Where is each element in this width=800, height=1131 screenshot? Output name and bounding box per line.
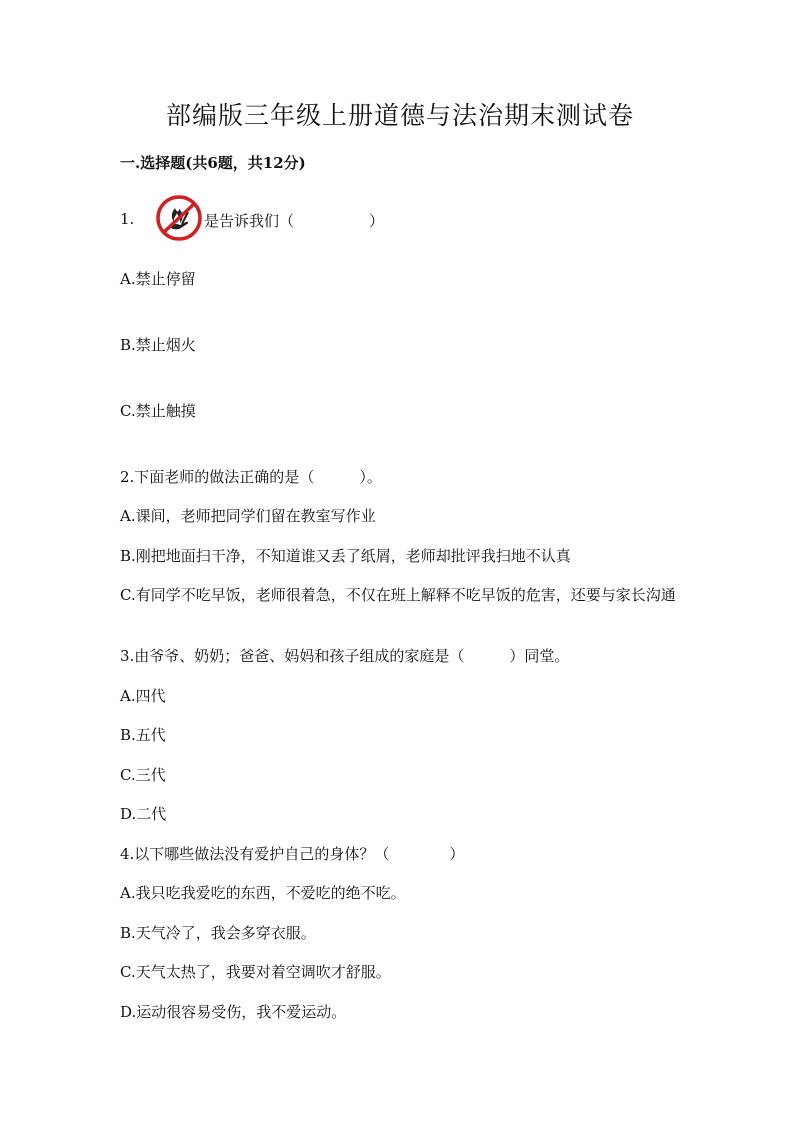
question-4-text: 4.以下哪些做法没有爱护自己的身体？（ ） — [120, 845, 465, 863]
question-3-text: 3.由爷爷、奶奶；爸爸、妈妈和孩子组成的家庭是（ ）同堂。 — [120, 647, 570, 665]
question-1-option-c: C.禁止触摸 — [120, 402, 196, 420]
question-4-option-c: C.天气太热了，我要对着空调吹才舒服。 — [120, 963, 391, 981]
question-4-option-d: D.运动很容易受伤，我不爱运动。 — [120, 1003, 347, 1021]
question-4-option-b: B.天气冷了，我会多穿衣服。 — [120, 924, 316, 942]
question-4-option-a: A.我只吃我爱吃的东西，不爱吃的绝不吃。 — [120, 884, 406, 902]
no-smoking-icon — [155, 194, 203, 242]
question-2-option-c: C.有同学不吃早饭，老师很着急，不仅在班上解释不吃早饭的危害，还要与家长沟通 — [120, 586, 676, 604]
question-2-text: 2.下面老师的做法正确的是（ ）。 — [120, 468, 382, 486]
page-title: 部编版三年级上册道德与法治期末测试卷 — [165, 101, 634, 130]
question-3-option-c: C.三代 — [120, 766, 166, 784]
question-1-text: 是告诉我们（ ） — [204, 212, 385, 230]
question-3-option-a: A.四代 — [120, 687, 166, 705]
question-3-option-b: B.五代 — [120, 726, 166, 744]
question-1-option-b: B.禁止烟火 — [120, 336, 196, 354]
question-1-number: 1. — [120, 210, 135, 228]
question-3-option-d: D.二代 — [120, 805, 167, 823]
question-2-option-a: A.课间，老师把同学们留在教室写作业 — [120, 507, 376, 525]
question-2-option-b: B.刚把地面扫干净，不知道谁又丢了纸屑，老师却批评我扫地不认真 — [120, 547, 571, 565]
question-1-option-a: A.禁止停留 — [120, 270, 196, 288]
section-heading: 一.选择题(共6题，共12分) — [120, 154, 306, 172]
